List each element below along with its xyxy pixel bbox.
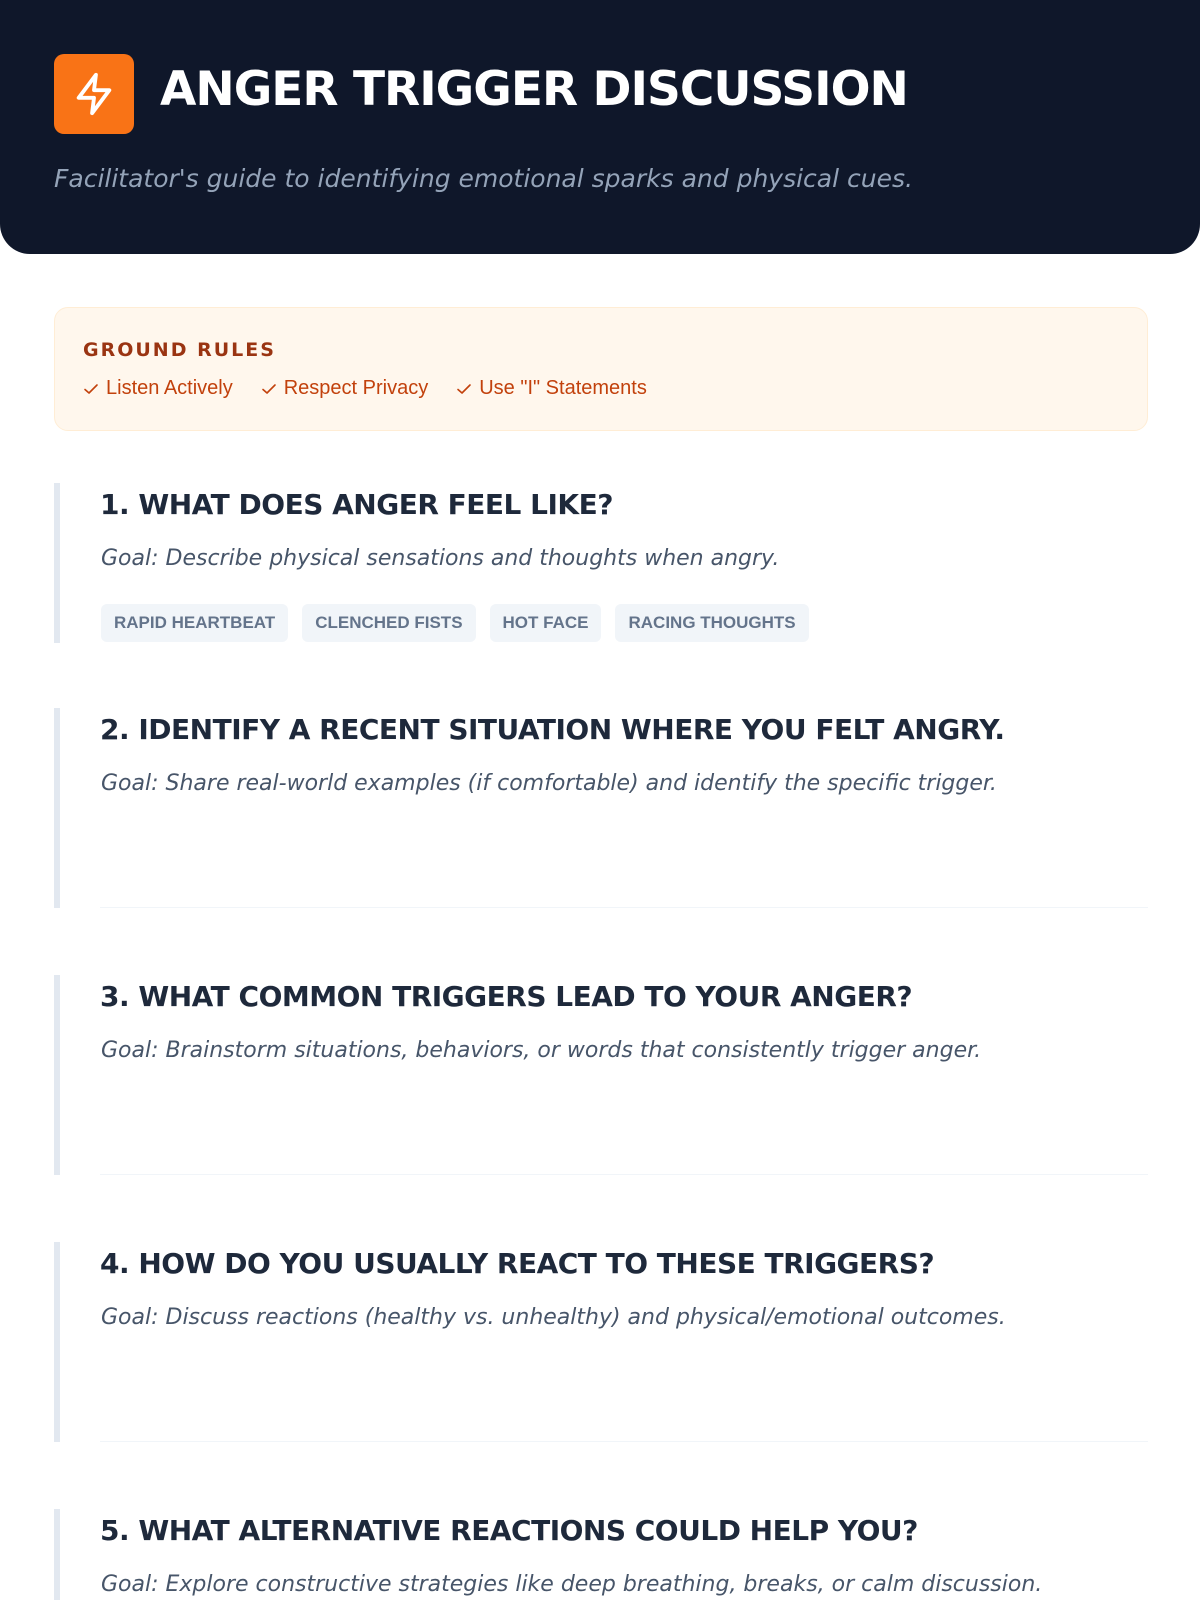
ground-rules-title: GROUND RULES [83,339,276,361]
rule-item-label: Use "I" Statements [479,377,647,399]
page-header [0,0,1200,254]
sensation-tag: RAPID HEARTBEAT [101,604,288,642]
question-accent-bar [54,483,60,643]
question-goal: Goal: Explore constructive strategies like deep breathing, breaks, or calm discussion. [101,1572,1043,1597]
check-icon [456,381,472,397]
sensation-tag: HOT FACE [490,604,602,642]
question-section-3 [54,975,1148,1175]
question-accent-bar [54,708,60,908]
question-accent-bar [54,1509,60,1600]
page-subtitle: Facilitator's guide to identifying emotional sparks and physical cues. [54,164,913,193]
rule-item [456,377,647,400]
response-divider [100,907,1148,908]
rule-item [83,377,233,400]
question-accent-bar [54,975,60,1175]
sensation-tags [101,604,809,642]
response-divider [100,1441,1148,1442]
question-goal: Goal: Share real-world examples (if comfortable) and identify the specific trigger. [101,771,997,796]
question-goal: Goal: Discuss reactions (healthy vs. unhealthy) and physical/emotional outcomes. [101,1305,1006,1330]
question-section-4 [54,1242,1148,1442]
question-section-5 [54,1509,1148,1600]
question-goal: Goal: Brainstorm situations, behaviors, or words that consistently trigger anger. [101,1038,982,1063]
question-title: 1. WHAT DOES ANGER FEEL LIKE? [100,488,613,521]
response-divider [100,1174,1148,1175]
page-title: ANGER TRIGGER DISCUSSION [160,62,908,117]
check-icon [261,381,277,397]
rule-item-label: Listen Actively [106,377,233,399]
check-icon [83,381,99,397]
question-title: 5. WHAT ALTERNATIVE REACTIONS COULD HELP YOU? [100,1514,918,1547]
ground-rules-list [83,377,647,400]
sensation-tag: CLENCHED FISTS [302,604,475,642]
question-title: 4. HOW DO YOU USUALLY REACT TO THESE TRIGGERS? [100,1247,935,1280]
ground-rules-box [54,307,1148,431]
question-section-2 [54,708,1148,908]
question-goal: Goal: Describe physical sensations and thoughts when angry. [101,546,780,571]
question-title: 3. WHAT COMMON TRIGGERS LEAD TO YOUR ANGER? [100,980,913,1013]
question-section-1 [54,483,1148,643]
rule-item-label: Respect Privacy [283,377,429,399]
lightning-bolt-icon [54,54,134,134]
question-title: 2. IDENTIFY A RECENT SITUATION WHERE YOU FELT ANGRY. [100,713,1005,746]
rule-item [261,377,429,400]
question-accent-bar [54,1242,60,1442]
sensation-tag: RACING THOUGHTS [615,604,808,642]
